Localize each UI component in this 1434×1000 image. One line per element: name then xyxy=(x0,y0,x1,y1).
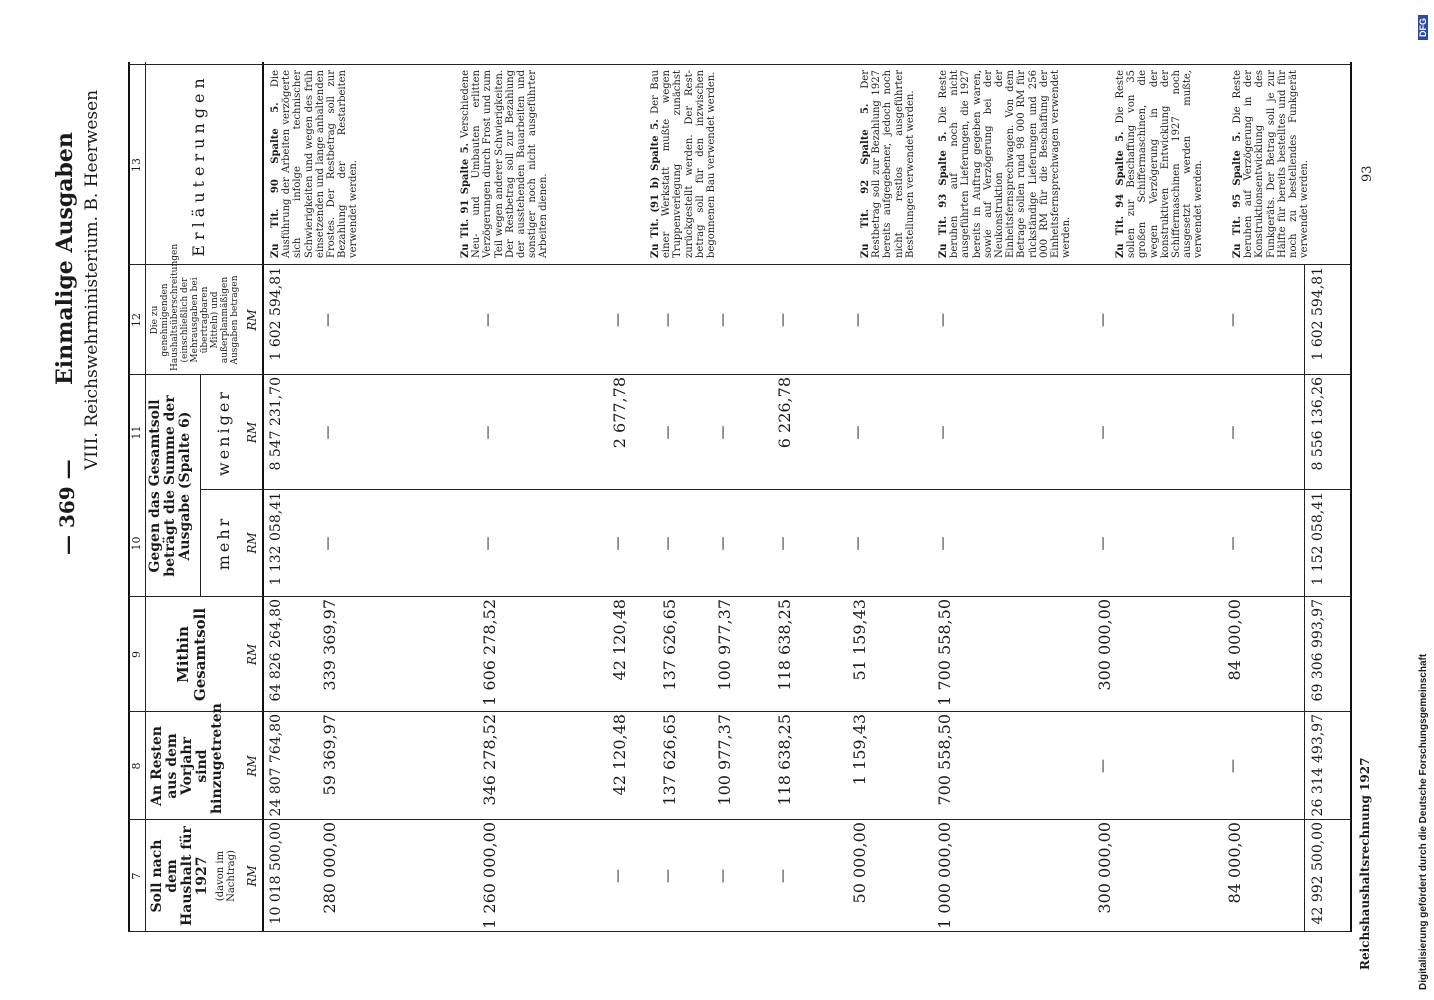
colnum-rule xyxy=(145,62,146,932)
carry-c11: 8 547 231,70 xyxy=(268,377,284,471)
note-3 xyxy=(650,70,717,258)
total-c12: 1 602 594,81 xyxy=(1310,267,1326,361)
row-8-c12: — xyxy=(935,313,951,327)
col-border-9-10 xyxy=(128,596,1350,597)
col8-heading: An Resten aus dem Vorjahr sind hinzugetreten xyxy=(149,703,225,814)
row-9-c12: — xyxy=(1095,313,1111,327)
group-10-11-rule xyxy=(200,375,201,597)
header-bottom-rule xyxy=(262,62,264,932)
row-7-c10: — xyxy=(850,536,866,551)
table-bottom-rule xyxy=(1350,62,1352,932)
note-3-text: Der Bau einer Werkstatt mußte wegen Truppenverlegung zunächst zurückgestellt werden. Der Rest-betrag soll für den inzwischen begonnenen Bau verwendet werden. xyxy=(650,70,718,258)
row-1-c10: — xyxy=(320,536,336,551)
note-7-text: Die Reste beruhen auf Verzögerung in der Konstruktionsentwicklung des Funkgeräts. Der Betrag soll je zur Hälfte für bereits bestelltes und für noch zu bestellendes Funkgerät verwendet werden. xyxy=(1232,70,1311,258)
note-6 xyxy=(1115,70,1205,258)
row-1-c7: 280 000,00 xyxy=(320,822,339,914)
page-index: 93 xyxy=(1360,165,1375,182)
col11-heading: weniger xyxy=(214,389,233,476)
col10-heading: mehr xyxy=(214,515,233,571)
note-5 xyxy=(938,70,1072,258)
row-7-c12: — xyxy=(850,313,866,327)
row-5-c9: 100 977,37 xyxy=(715,599,734,691)
col-border-11-12 xyxy=(128,374,1350,375)
total-c8: 26 314 493,97 xyxy=(1310,714,1326,817)
page-number: — 369 — xyxy=(55,459,79,555)
row-4-c7: — xyxy=(660,869,676,883)
carry-c8: 24 807 764,80 xyxy=(268,714,284,817)
col-border-7-8 xyxy=(128,819,1350,820)
total-c9: 69 306 993,97 xyxy=(1310,599,1326,702)
col-border-right xyxy=(128,64,1350,65)
col7-unit: RM xyxy=(245,865,259,887)
row-6-c11: 6 226,78 xyxy=(775,377,794,449)
row-9-c10: — xyxy=(1095,536,1111,551)
row-5-c7: — xyxy=(715,869,731,883)
row-7-c8: 1 159,43 xyxy=(850,714,869,786)
row-1-c11: — xyxy=(320,425,336,440)
dfg-logo: DFG xyxy=(1418,15,1428,40)
col12-number: 12 xyxy=(130,313,143,327)
total-c10: 1 152 058,41 xyxy=(1310,492,1326,586)
total-c7: 42 992 500,00 xyxy=(1310,822,1326,925)
note-5-head: Zu Tit. 93 Spalte 5. xyxy=(938,131,949,258)
col-border-12-13 xyxy=(128,264,1350,265)
row-6-c7: — xyxy=(775,869,791,883)
col10-11-group-heading: Gegen das Gesamtsoll beträgt die Summe der Ausgabe (Spalte 6) xyxy=(147,395,193,577)
carry-c10: 1 132 058,41 xyxy=(268,492,284,586)
row-1-c9: 339 369,97 xyxy=(320,599,339,691)
row-3-c9: 42 120,48 xyxy=(610,599,629,681)
note-6-text: Die Reste sollen zur Beschaffung von 35 großen Schiffermaschinen, die wegen Verzögerung in der konstruktiven Entwicklung der Schiffermaschinen 1927 noch ausgesetzt werden mußte, verwendet werden. xyxy=(1115,70,1205,258)
note-1-head: Zu Tit. 90 Spalte 5. xyxy=(270,102,281,258)
note-1 xyxy=(270,70,360,258)
row-2-c12: — xyxy=(480,313,496,327)
row-5-c8: 100 977,37 xyxy=(715,714,734,806)
row-4-c10: — xyxy=(660,536,676,551)
col10-unit: RM xyxy=(245,532,259,554)
row-9-c7: 300 000,00 xyxy=(1095,822,1114,914)
row-2-c11: — xyxy=(480,425,496,440)
row-8-c9: 1 700 558,50 xyxy=(935,599,954,706)
col8-unit: RM xyxy=(245,755,259,777)
row-9-c9: 300 000,00 xyxy=(1095,599,1114,691)
col-border-8-9 xyxy=(128,711,1350,712)
col8-number: 8 xyxy=(130,762,143,770)
row-2-c8: 346 278,52 xyxy=(480,714,499,806)
row-6-c8: 118 638,25 xyxy=(775,714,794,806)
row-4-c12: — xyxy=(660,313,676,327)
row-4-c8: 137 626,65 xyxy=(660,714,679,806)
row-5-c11: — xyxy=(715,425,731,440)
row-8-c10: — xyxy=(935,536,951,551)
carry-c7: 10 018 500,00 xyxy=(268,822,284,925)
row-10-c8: — xyxy=(1225,759,1241,773)
col12-unit: RM xyxy=(245,309,259,331)
row-8-c8: 700 558,50 xyxy=(935,714,954,806)
row-10-c11: — xyxy=(1225,425,1241,440)
row-10-c9: 84 000,00 xyxy=(1225,599,1244,681)
col11-number: 11 xyxy=(130,425,143,440)
note-2-text: Verschiedene Neu- und Umbauten erlitten Verzögerungen durch Frost und zum Teil wegen anderer Schwierigkeiten. Der Restbetrag soll zur Bezahlung der ausstehenden Bauarbeiten und sonstiger noch nicht ausgeführter Arbeiten dienen. xyxy=(460,70,550,258)
row-6-c12: — xyxy=(775,313,791,327)
note-7 xyxy=(1232,70,1310,258)
col9-number: 9 xyxy=(130,651,143,658)
row-3-c7: — xyxy=(610,869,626,883)
row-9-c11: — xyxy=(1095,425,1111,440)
row-3-c11: 2 677,78 xyxy=(610,377,629,449)
note-4-head: Zu Tit. 92 Spalte 5. xyxy=(860,103,871,258)
row-8-c7: 1 000 000,00 xyxy=(935,822,954,929)
col12-heading: Die zu genehmigenden Haushaltsüberschreitungen (einschließlich der Mehrausgaben bei übertragbaren Mitteln) und außerplanmäßigen Ausgaben betragen xyxy=(150,243,240,371)
digitization-credit: Digitalisierung gefördert durch die Deutsche Forschungsgemeinschaft xyxy=(1418,653,1429,990)
col13-heading: Erläuterungen xyxy=(189,73,208,257)
col9-heading: Mithin Gesamtsoll xyxy=(174,607,209,702)
carry-c9: 64 826 264,80 xyxy=(268,599,284,702)
col-border-10-11 xyxy=(200,489,1350,490)
row-7-c9: 51 159,43 xyxy=(850,599,869,681)
note-2-head: Zu Tit. 91 Spalte 5. xyxy=(460,142,471,258)
page-footer: Reichshaushaltsrechnung 1927 xyxy=(1358,757,1372,970)
carry-c12: 1 602 594,81 xyxy=(268,267,284,361)
row-3-c12: — xyxy=(610,313,626,327)
note-7-head: Zu Tit. 95 Spalte 5. xyxy=(1232,131,1243,258)
col7-heading: Soll nach dem Haushalt für 1927 xyxy=(149,826,210,926)
row-4-c11: — xyxy=(660,425,676,440)
row-3-c10: — xyxy=(610,536,626,551)
col11-unit: RM xyxy=(245,421,259,444)
col7-subheading: (davon im Nachtrag) xyxy=(215,850,237,902)
row-9-c8: — xyxy=(1095,759,1111,773)
col10-number: 10 xyxy=(130,536,143,551)
row-1-c8: 59 369,97 xyxy=(320,714,339,796)
row-10-c10: — xyxy=(1225,536,1241,551)
row-10-c12: — xyxy=(1225,313,1241,327)
note-4 xyxy=(860,70,916,258)
page-title: Einmalige Ausgaben xyxy=(52,132,78,385)
note-2 xyxy=(460,70,550,258)
row-6-c10: — xyxy=(775,536,791,551)
row-2-c10: — xyxy=(480,536,496,551)
row-3-c8: 42 120,48 xyxy=(610,714,629,796)
page-subtitle: VIII. Reichswehrministerium. B. Heerwesen xyxy=(82,89,102,470)
row-4-c9: 137 626,65 xyxy=(660,599,679,691)
row-7-c7: 50 000,00 xyxy=(850,822,869,904)
row-5-c12: — xyxy=(715,313,731,327)
col7-number: 7 xyxy=(130,872,143,880)
row-1-c12: — xyxy=(320,313,336,327)
note-5-text: Die Reste beruhen auf noch nicht ausgeführten Lieferungen, die 1927 bereits in Auftrag gegeben waren, sowie auf Verzögerung bei der Neukonstruktion der Einheitsfernsprechwagen. Von dem Betrage sollen rund 98 000 RM für rückständige Lieferungen und 256 000 RM für die Beschaffung der Einheitsfernsprechwagen verwendet werden. xyxy=(938,70,1073,258)
row-2-c9: 1 606 278,52 xyxy=(480,599,499,706)
row-5-c10: — xyxy=(715,536,731,551)
col-border-left xyxy=(128,931,1350,932)
col13-number: 13 xyxy=(130,158,143,172)
row-10-c7: 84 000,00 xyxy=(1225,822,1244,904)
note-6-head: Zu Tit. 94 Spalte 5. xyxy=(1115,131,1126,258)
row-8-c11: — xyxy=(935,425,951,440)
row-7-c11: — xyxy=(850,425,866,440)
total-c11: 8 556 136,26 xyxy=(1310,377,1326,471)
col9-unit: RM xyxy=(245,643,259,666)
note-4-text: Der Restbetrag soll zur Bezahlung 1927 bereits aufgegebener, jedoch noch nicht restlos ausgeführter Bestellungen verwendet werden. xyxy=(860,70,916,258)
note-3-head: Zu Tit. (91 b) Spalte 5. xyxy=(650,119,661,258)
row-2-c7: 1 260 000,00 xyxy=(480,822,499,929)
row-6-c9: 118 638,25 xyxy=(775,599,794,691)
note-1-text: Die Ausführung der Arbeiten verzögerte sich infolge technischer Schwierigkeiten und wegen des früh einsetzenden und lange anhaltenden Frostes. Der Restbetrag soll zur Bezahlung der Restarbeiten verwendet werden. xyxy=(270,70,360,258)
total-rule xyxy=(1304,265,1305,932)
